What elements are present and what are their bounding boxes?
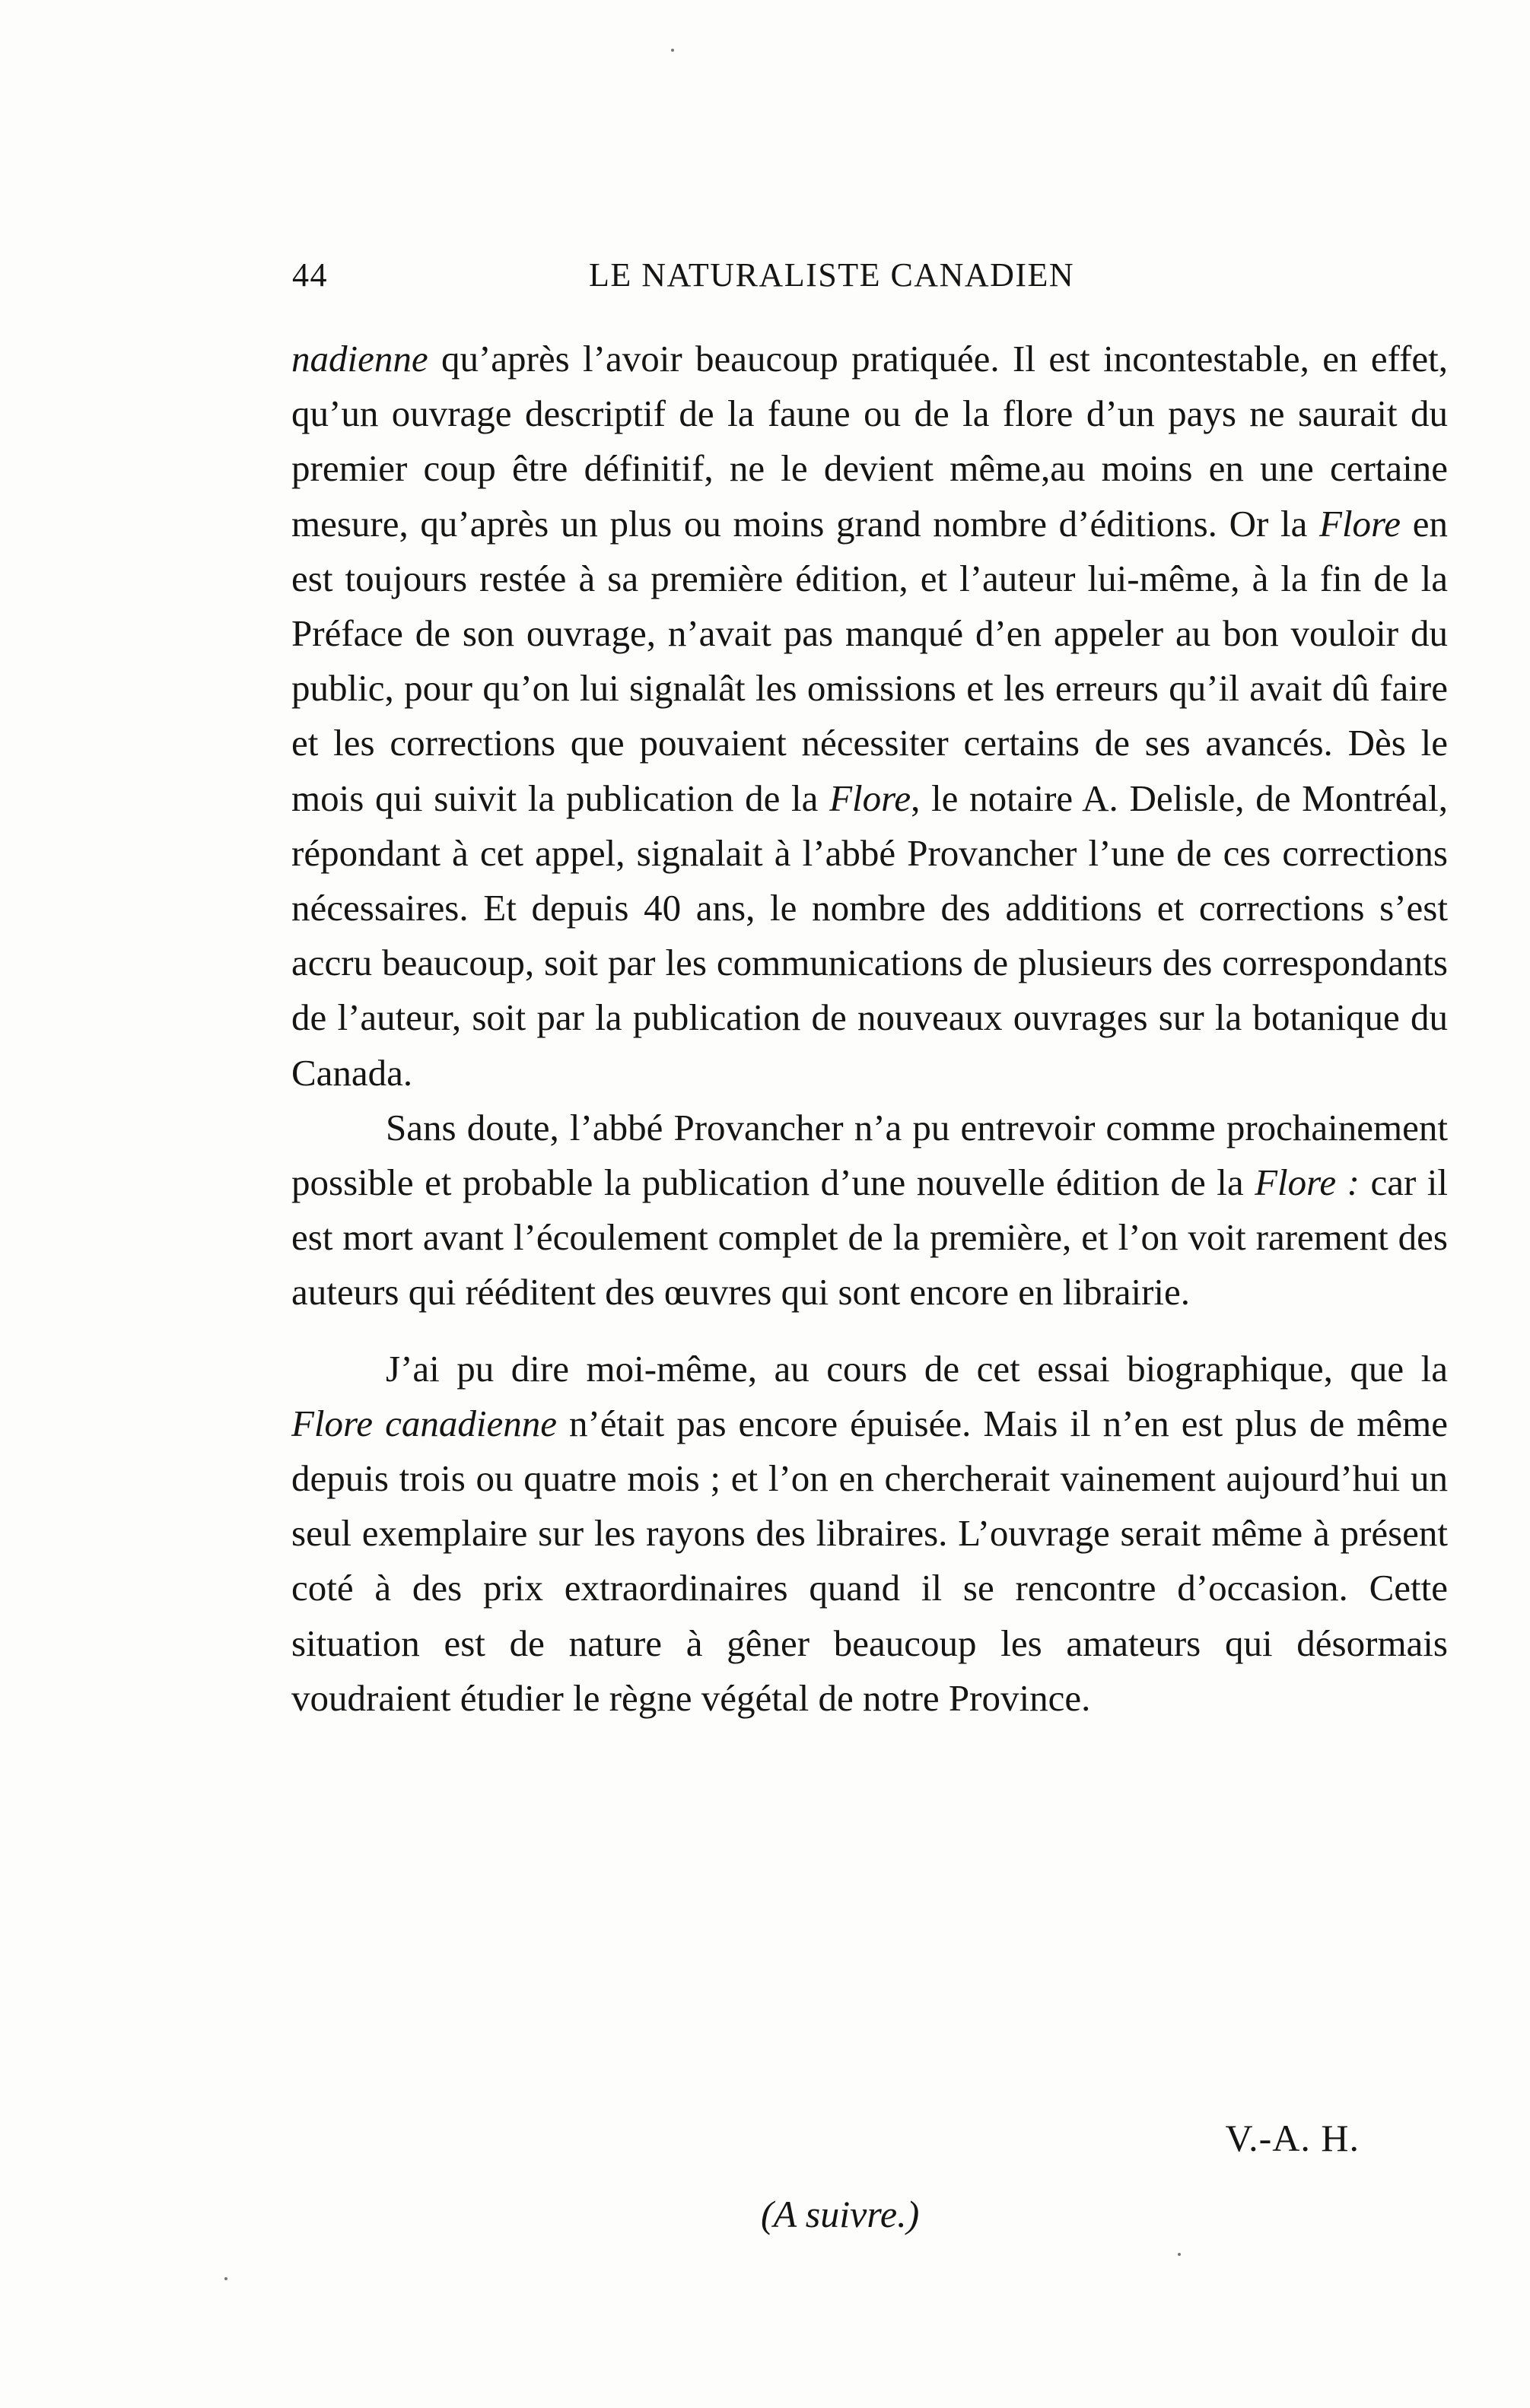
to-be-continued-text: (A suivre.) xyxy=(761,2193,920,2235)
scan-speck xyxy=(671,49,674,52)
paragraph-2: Sans doute, l’abbé Provancher n’a pu entrevoir comme prochainement possible et probable la publication d’une nouvelle édition de la Flore : car il est mort avant l’écoulement complet de la première, et l’on voit rarement des auteurs qui rééditent des œuvres qui sont encore en librairie. xyxy=(291,1106,1448,1314)
text-block xyxy=(291,332,1448,1726)
italic-title: Flore xyxy=(829,777,911,819)
running-head xyxy=(292,256,1161,309)
running-title: LE NATURALISTE CANADIEN xyxy=(589,256,1075,294)
scan-speck xyxy=(1178,2253,1181,2256)
italic-title: Flore : xyxy=(1255,1161,1360,1204)
scan-speck xyxy=(224,2277,227,2280)
to-be-continued-note xyxy=(761,2192,919,2236)
author-signature: V.-A. H. xyxy=(1225,2117,1360,2159)
paragraph-3: J’ai pu dire moi-même, au cours de cet essai biographique, que la Flore canadienne n’était pas encore épuisée. Mais il n’en est plus de même depuis trois ou quatre mois ; et l’on en chercherait vainement aujourd’hui un seul exemplaire sur les rayons des libraires. L’ouvrage serait même à présent coté à des prix extraordinaires quand il se rencontre d’occasion. Cette situation est de nature à gêner beaucoup les amateurs qui désormais voudraient étudier le règne végétal de notre Province. xyxy=(291,1347,1448,1719)
paragraph-1: nadienne qu’après l’avoir beaucoup pratiquée. Il est incontestable, en effet, qu’un ouvrage descriptif de la faune ou de la flore d’un pays ne saurait du premier coup être définitif, ne le devient même,au moins en une certaine mesure, qu’après un plus ou moins grand nombre d’éditions. Or la Flore en est toujours restée à sa première édition, et l’auteur lui-même, à la fin de la Préface de son ouvrage, n’avait pas manqué d’en appeler au bon vouloir du public, pour qu’on lui signalât les omissions et les erreurs qu’il avait dû faire et les corrections que pouvaient nécessiter certains de ses avancés. Dès le mois qui suivit la publication de la Flore, le notaire A. Delisle, de Montréal, répondant à cet appel, signalait à l’abbé Provancher l’une de ces corrections nécessaires. Et depuis 40 ans, le nombre des additions et corrections s’est accru beaucoup, soit par les communications de plusieurs des correspondants de l’auteur, soit par la publication de nouveaux ouvrages sur la botanique du Canada. xyxy=(291,338,1448,1094)
page-number: 44 xyxy=(292,256,328,294)
italic-title: Flore xyxy=(1319,502,1401,545)
italic-title: Flore canadienne xyxy=(291,1402,557,1444)
italic-title: nadienne xyxy=(291,338,428,380)
